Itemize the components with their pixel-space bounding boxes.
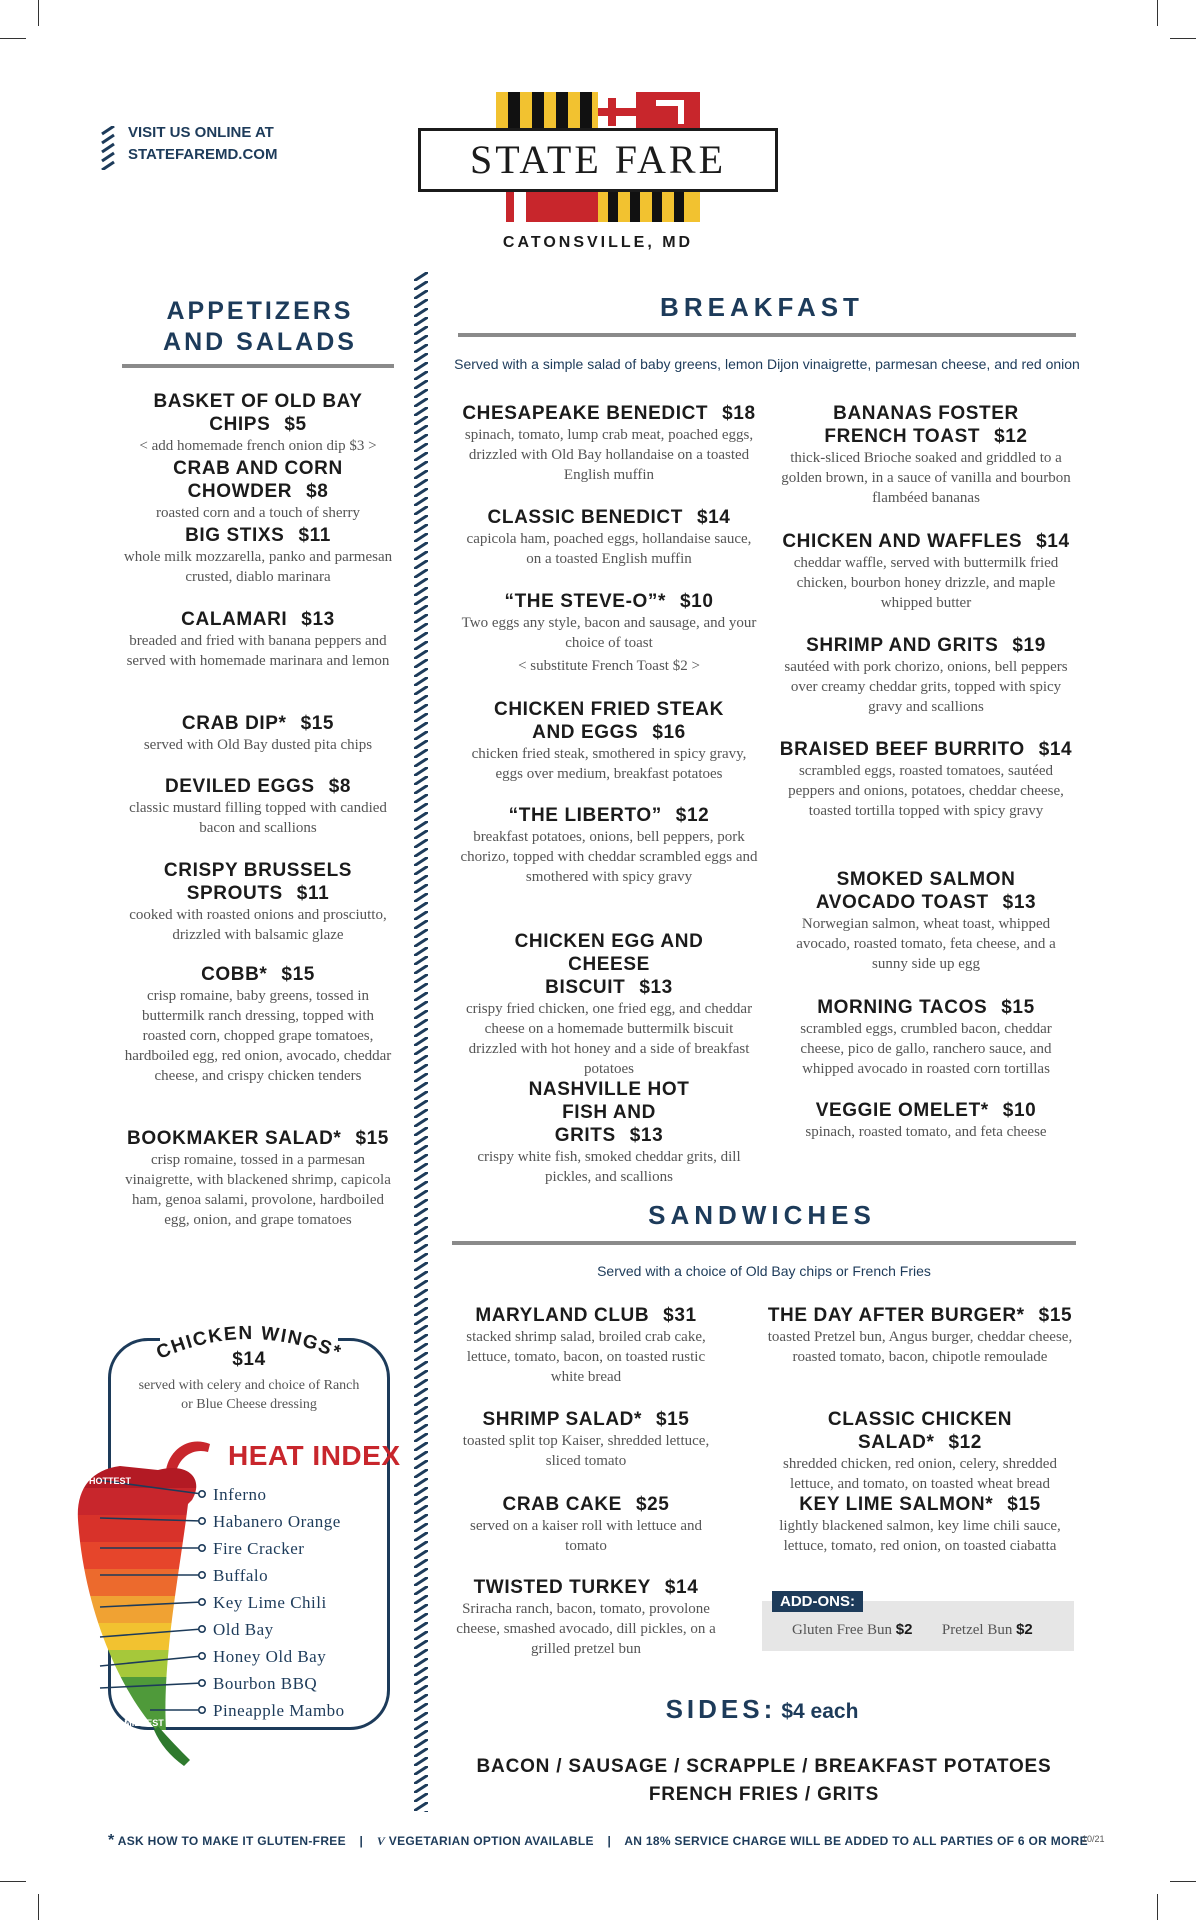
item-title [120,775,396,798]
item-price: $16 [652,722,686,743]
item-price: $13 [639,977,673,998]
maryland-flag-bottom [496,192,700,222]
menu-item [778,996,1074,1079]
item-name: COBB* [201,964,268,985]
addons-box [762,1593,1074,1651]
item-price: $11 [298,525,331,546]
heat-index-sauce: Fire Cracker [213,1539,305,1558]
item-title [494,698,724,744]
item-price: $10 [1002,1100,1037,1121]
item-title [778,1099,1074,1122]
logo-text: STATE FARE [469,137,727,182]
item-name: DEVILED EGGS [164,776,315,797]
item-description: spinach, roasted tomato, and feta cheese [805,1124,1047,1140]
sides-line-2: FRENCH FRIES / GRITS [648,1784,880,1805]
svg-text:MILDEST: MILDEST [124,1718,164,1728]
item-title [460,590,758,613]
item-description: crispy white fish, smoked cheddar grits, dill pickles, and scallions [477,1149,741,1185]
item-title [460,804,758,827]
menu-item [778,634,1074,717]
item-title [821,402,1031,448]
item-title [450,1576,722,1599]
logo [418,92,778,252]
vegetarian-icon: V [376,1834,386,1848]
item-name: CLASSIC CHICKEN SALAD* [827,1409,1013,1453]
menu-item [120,859,396,945]
heat-index-sauce: Pineapple Mambo [213,1701,345,1720]
item-price: $8 [328,776,352,797]
item-price: $14 [1038,739,1073,760]
heat-index-sauce: Honey Old Bay [213,1647,327,1666]
item-name: CHICKEN EGG AND CHEESE BISCUIT [514,931,704,998]
item-description: scrambled eggs, crumbled bacon, cheddar cheese, pico de gallo, ranchero sauce, and whipped avocado in roasted corn tortillas [800,1021,1052,1077]
column-divider [414,272,428,1812]
item-description: classic mustard filling topped with candied bacon and scallions [129,800,387,836]
menu-item [120,712,396,755]
appetizers-title: APPETIZERS AND SALADS [163,297,357,356]
version-code: 10/21 [1082,1834,1105,1844]
item-name: CHICKEN AND WAFFLES [782,531,1023,552]
sides-line-1: BACON / SAUSAGE / SCRAPPLE / BREAKFAST POTATOES [476,1756,1052,1777]
menu-item [460,804,758,887]
visit-label: VISIT US ONLINE AT [128,124,274,141]
item-name: CRAB CAKE [502,1494,622,1515]
item-name: CRAB AND CORN CHOWDER [173,458,343,502]
item-description: toasted split top Kaiser, shredded lettuce, sliced tomato [462,1433,710,1469]
item-price: $25 [635,1494,670,1515]
crop-mark [1170,1881,1196,1882]
menu-item [450,1408,722,1471]
item-description: crisp romaine, baby greens, tossed in buttermilk ranch dressing, topped with roasted corn, chopped grape tomatoes, hardboiled egg, red onion, avocado, cheddar cheese, and crispy chicken tenders [124,988,392,1084]
item-name: MARYLAND CLUB [475,1305,650,1326]
item-price: $14 [696,507,731,528]
wings-price: $14 [232,1349,266,1370]
item-description: Sriracha ranch, bacon, tomato, provolone cheese, smashed avocado, dill pickles, on a grilled pretzel bun [456,1601,716,1657]
menu-item [778,868,1074,974]
menu-item [764,1408,1076,1494]
item-price: $8 [306,481,329,502]
menu-item [460,698,758,784]
item-price: $10 [679,591,714,612]
breakfast-title: BREAKFAST [660,292,864,322]
logo-box [418,128,778,192]
item-name: TWISTED TURKEY [473,1577,651,1598]
item-title [778,996,1074,1019]
heat-index-title: HEAT INDEX [228,1440,401,1471]
item-name: BIG STIXS [185,525,285,546]
item-description: breakfast potatoes, onions, bell peppers, pork chorizo, topped with cheddar scrambled eggs and smothered with spicy gravy [460,829,758,885]
vegetarian-note: VEGETARIAN OPTION AVAILABLE [388,1834,594,1848]
item-description: sautéed with pork chorizo, onions, bell peppers over creamy cheddar grits, topped with spicy gravy and scallions [784,659,1068,715]
menu-item [778,402,1074,508]
item-name: VEGGIE OMELET* [815,1100,989,1121]
menu-item [450,1493,722,1556]
item-title [778,634,1074,657]
item-title [811,868,1041,914]
item-price: $13 [301,609,335,630]
item-title [450,1493,722,1516]
menu-item [120,775,396,838]
item-description: chicken fried steak, smothered in spicy gravy, eggs over medium, breakfast potatoes [471,746,747,782]
menu-item [120,457,396,523]
item-name: CALAMARI [181,609,288,630]
item-description: crispy fried chicken, one fried egg, and cheddar cheese on a homemade buttermilk biscuit drizzled with hot honey and a side of breakfast potatoes [465,1001,753,1077]
svg-text:HOTTEST: HOTTEST [89,1476,131,1486]
item-name: SMOKED SALMON AVOCADO TOAST [815,869,1016,913]
sides-price: $4 each [781,1700,859,1723]
item-description: cooked with roasted onions and prosciutto, drizzled with balsamic glaze [129,907,387,943]
item-price: $15 [1001,997,1035,1018]
item-price: $15 [655,1409,690,1430]
sides-heading [462,1694,1062,1725]
item-description: shredded chicken, red onion, celery, shredded lettuce, and tomato, on toasted wheat bread [783,1456,1057,1492]
star-icon: * [108,1832,115,1849]
sandwiches-rule [452,1241,1076,1245]
heat-index-sauce: Buffalo [213,1566,269,1585]
item-name: “THE LIBERTO” [508,805,662,826]
crop-mark [0,38,26,39]
item-description: Norwegian salmon, wheat toast, whipped avocado, roasted tomato, feta cheese, and a sunny side up egg [796,916,1056,972]
wings-description: served with celery and choice of Ranch or Blue Cheese dressing [138,1378,360,1412]
maryland-flag-top [496,92,700,132]
menu-item [460,1078,758,1187]
item-name: MORNING TACOS [817,997,988,1018]
item-description: stacked shrimp salad, broiled crab cake, lettuce, tomato, bacon, on toasted rustic white bread [466,1329,706,1385]
gluten-free-note: ASK HOW TO MAKE IT GLUTEN-FREE [117,1834,346,1848]
item-title [120,1127,396,1150]
item-name: “THE STEVE-O”* [504,591,666,612]
heat-index-sauce: Habanero Orange [213,1512,341,1531]
sandwiches-title: SANDWICHES [648,1200,876,1230]
menu-item [120,524,396,587]
sandwiches-subtitle: Served with a choice of Old Bay chips or French Fries [597,1263,931,1279]
menu-item [778,1099,1074,1142]
svg-text:CHICKEN WINGS*: CHICKEN WINGS* [153,1322,345,1364]
item-description: roasted corn and a touch of sherry [155,505,361,521]
item-name: THE DAY AFTER BURGER* [767,1305,1025,1326]
item-name: BOOKMAKER SALAD* [127,1128,342,1149]
menu-item [764,1304,1076,1367]
heat-index-sauce: Old Bay [213,1620,274,1639]
addon-gluten-free-price: $2 [895,1621,913,1638]
item-price: $19 [1012,635,1046,656]
item-description: scrambled eggs, roasted tomatoes, sautéed peppers and onions, potatoes, cheddar cheese, toasted tortilla topped with spicy gravy [788,763,1064,819]
item-price: $12 [675,805,710,826]
item-name: CLASSIC BENEDICT [487,507,683,528]
menu-item [460,590,758,676]
stripe-icon [100,126,116,170]
item-name: CRISPY BRUSSELS SPROUTS [163,860,353,904]
item-description: Two eggs any style, bacon and sausage, and your choice of toast [461,615,757,651]
item-name: NASHVILLE HOT FISH AND GRITS [528,1079,690,1146]
heat-index-sauce: Bourbon BBQ [213,1674,318,1693]
crop-mark [38,1894,39,1920]
item-title [120,712,396,735]
item-price: $15 [1038,1305,1073,1326]
item-price: $15 [281,964,315,985]
item-description: cheddar waffle, served with buttermilk fried chicken, bourbon honey drizzle, and maple whipped butter [793,555,1059,611]
item-description: breaded and fried with banana peppers and served with homemade marinara and lemon [126,633,390,669]
item-name: BANANAS FOSTER FRENCH TOAST [824,403,1019,447]
item-name: CHICKEN FRIED STEAK AND EGGS [494,699,724,743]
item-description: toasted Pretzel bun, Angus burger, cheddar cheese, roasted tomato, bacon, chipotle remoulade [767,1329,1073,1365]
crop-mark [0,1881,26,1882]
item-description: < add homemade french onion dip $3 > [139,438,377,454]
website-link[interactable]: STATEFAREMD.COM [128,146,278,163]
item-description: served on a kaiser roll with lettuce and tomato [469,1518,702,1554]
item-title [509,1078,709,1147]
heat-index-sauce: Key Lime Chili [213,1593,327,1612]
item-price: $14 [664,1577,699,1598]
item-price: $12 [948,1432,982,1453]
menu-item [764,1493,1076,1556]
item-description: thick-sliced Brioche soaked and griddled to a golden brown, in a sauce of vanilla and bourbon flambéed bananas [781,450,1071,506]
item-name: CRAB DIP* [181,713,287,734]
item-title [120,457,396,503]
item-price: $13 [629,1125,664,1146]
item-description: whole milk mozzarella, panko and parmesan crusted, diablo marinara [123,549,393,585]
item-title [120,859,396,905]
item-title [778,738,1074,761]
item-name: KEY LIME SALMON* [799,1494,994,1515]
item-title [778,530,1074,553]
pepper-heat-chart [70,1430,220,1770]
item-title [504,930,714,999]
item-price: $15 [1007,1494,1041,1515]
menu-item [778,530,1074,613]
item-description: spinach, tomato, lump crab meat, poached eggs, drizzled with Old Bay hollandaise on a toasted English muffin [464,427,754,483]
item-price: $12 [994,426,1028,447]
crop-mark [1157,0,1158,26]
menu-item [120,608,396,671]
item-name: SHRIMP AND GRITS [806,635,999,656]
item-price: $14 [1036,531,1070,552]
menu-item [460,506,758,569]
addons-label: ADD-ONS: [772,1591,863,1612]
item-title [120,390,396,436]
appetizers-rule [122,364,394,368]
menu-item [450,1576,722,1659]
item-description: capicola ham, poached eggs, hollandaise sauce, on a toasted English muffin [466,531,752,567]
addon-gluten-free-bun: Gluten Free Bun [792,1622,892,1638]
menu-item [120,390,396,456]
item-price: $18 [722,403,756,424]
item-price: $5 [284,414,307,435]
item-title [450,1304,722,1327]
heat-index-sauce: Inferno [213,1485,267,1504]
breakfast-rule [458,333,1076,337]
item-title [460,402,758,425]
service-charge-note: AN 18% SERVICE CHARGE WILL BE ADDED TO ALL PARTIES OF 6 OR MORE [624,1834,1088,1848]
crop-mark [1170,38,1196,39]
item-price: $11 [296,883,330,904]
footer: * ASK HOW TO MAKE IT GLUTEN-FREE | V VEGETARIAN OPTION AVAILABLE | AN 18% SERVICE CHARGE WILL BE ADDED TO ALL PARTIES OF 6 OR MORE [108,1832,1088,1849]
item-title [120,963,396,986]
item-price: $15 [300,713,335,734]
menu-item [460,402,758,485]
menu-item [450,1304,722,1387]
location: CATONSVILLE, MD [502,234,694,251]
addon-pretzel-bun: Pretzel Bun [941,1622,1013,1638]
item-title [120,524,396,547]
menu-item [778,738,1074,821]
item-name: SHRIMP SALAD* [482,1409,642,1430]
item-title [764,1408,1076,1454]
menu-item [120,1127,396,1230]
item-price: $31 [663,1305,697,1326]
item-description: served with Old Bay dusted pita chips [143,737,373,753]
item-extra: < substitute French Toast $2 > [518,658,700,674]
item-price: $15 [355,1128,389,1149]
item-description: lightly blackened salmon, key lime chili sauce, lettuce, tomato, red onion, on toasted ciabatta [779,1518,1061,1554]
crop-mark [38,0,39,26]
addon-pretzel-price: $2 [1016,1621,1033,1638]
item-name: BASKET OF OLD BAY CHIPS [153,391,363,435]
menu-item [120,963,396,1086]
item-name: BRAISED BEEF BURRITO [779,739,1025,760]
sides-title: SIDES: [665,1694,777,1724]
breakfast-subtitle: Served with a simple salad of baby greens, lemon Dijon vinaigrette, parmesan cheese, and red onion [454,356,1080,372]
menu-item [460,930,758,1079]
crop-mark [1157,1894,1158,1920]
item-name: CHESAPEAKE BENEDICT [462,403,709,424]
item-price: $13 [1002,892,1037,913]
item-title [460,506,758,529]
item-title [120,608,396,631]
item-title [450,1408,722,1431]
item-description: crisp romaine, tossed in a parmesan vinaigrette, with blackened shrimp, capicola ham, genoa salami, provolone, hardboiled egg, onion, and grape tomatoes [125,1152,391,1228]
item-title [764,1304,1076,1327]
item-title [764,1493,1076,1516]
